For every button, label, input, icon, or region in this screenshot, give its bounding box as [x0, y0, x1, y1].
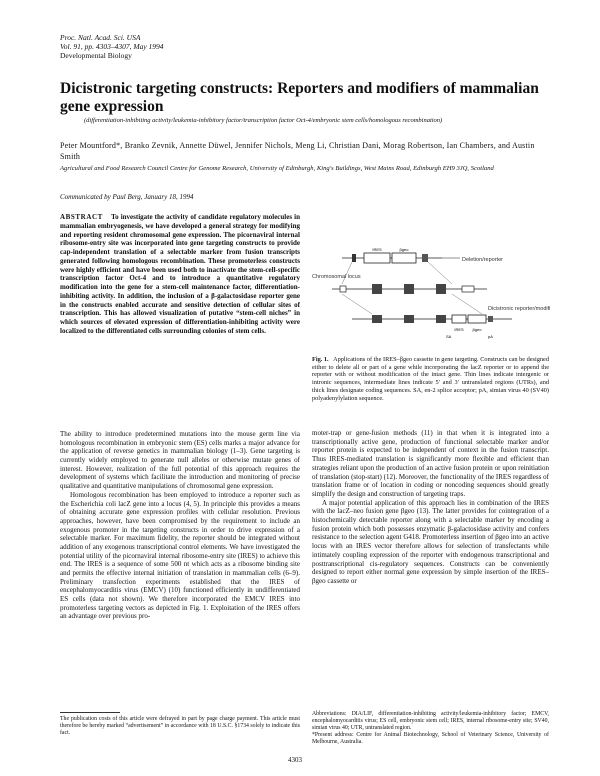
body-column-left — [60, 430, 300, 621]
dicistronic-label — [488, 306, 550, 312]
caption-label: Fig. 1. — [312, 356, 329, 363]
figure-1 — [312, 214, 550, 352]
paper-title: Dicistronic targeting constructs: Reporters and modifiers of mammalian gene expression — [60, 80, 539, 115]
body-column-right — [312, 429, 549, 586]
page-number: 4303 — [288, 756, 302, 764]
publication-cost-footnote: The publication costs of this article were defrayed in part by page charge payment. This article must therefore be hereby marked “advertisement” in accordance with 18 U.S.C. §1734 solely to indicate this fact. — [60, 716, 300, 736]
abstract-text: To investigate the activity of candidate regulatory molecules in mammalian embryogenesis, we have developed a general strategy for modifying and reporting resident chromosomal gene expression. The picornaviral internal ribosome-entry site was incorporated into gene targeting constructs to provide cap-independent translation of a selectable marker from fusion transcripts generated following homologous recombination. These promoterless constructs were highly efficient and have been used both to inactivate the stem-cell-specific transcription factor Oct-4 and to introduce a quantitative regulatory modification into the gene for a stem-cell maintenance factor, differentiation-inhibiting activity. In addition, the inclusion of a β-galactosidase reporter gene in the constructs enabled accurate and sensitive detection of cellular sites of transcription. This has allowed visualization of putative “stem-cell niches” in which sources of elevated expression of differentiation-inhibiting activity were localized to the differentiated cells surrounding colonies of stem cells. — [60, 213, 300, 335]
journal-section: Developmental Biology — [60, 51, 132, 60]
abbreviations: Abbreviations: DIA/LIF, differentiation-inhibiting activity/leukemia-inhibitory factor; EMCV, encephalomyocarditis virus; ES cell, embryonic stem cell; IRES, internal ribosome-entry site; SV40, simian virus 40; UTR, untranslated region. — [312, 711, 549, 731]
paragraph: The ability to introduce predetermined mutations into the mouse germ line via homologous recombination in embryonic stem (ES) cells marks a major advance for the application of reverse genetics in mammalian biology (1–3). Gene targeting is currently widely employed to generate null alleles or otherwise mutate genes of interest. However, realization of the full potential of this approach requires the development of systems which facilitate the introduction and monitoring of precise qualitative and quantitative manipulations of chromosomal gene expression. — [60, 430, 300, 491]
caption-text: Applications of the IRES–βgeo cassette in gene targeting. Constructs can be designed either to delete all or part of a gene while incorporating the lacZ reporter or to append the reporter with or without modification of the intact gene. Thin lines indicate intergenic or intronic sequences, intermediate lines indicate 5′ and 3′ untranslated regions (UTRs), and thick lines designate coding sequences. SA, en-2 splice acceptor; pA, simian virus 40 (SV40) polyadenylylation sequence. — [312, 356, 549, 402]
paragraph: moter-trap or gene-fusion methods (11) in that when it is integrated into a transcriptionally active gene, production of functional selectable marker and/or reporter protein is expected to be independent of context in the fusion transcript. Thus IRES-mediated translation is significantly more flexible and efficient than strategies reliant upon the production of an active fusion protein or upon reinitiation of translation (stop-start) (12). Moreover, the functionality of the IRES regardless of translation frame or of location in coding or noncoding sequences should greatly simplify the design and construction of targeting traps. — [312, 429, 549, 498]
journal-header — [60, 33, 260, 60]
abbreviations-footnote — [312, 711, 549, 746]
ires-box-label-2: IRES — [454, 327, 464, 332]
sa-label: SA — [446, 334, 452, 339]
chromosomal-locus-label: Chromosomal locus — [312, 274, 361, 280]
geo-box-label-2: βgeo — [472, 327, 482, 332]
ires-box-label: IRES — [372, 247, 382, 252]
geo-box-label: βgeo — [399, 247, 409, 252]
journal-volume: Vol. 91, pp. 4303–4307, May 1994 — [60, 42, 164, 51]
keywords: (differentiation-inhibiting activity/leukemia-inhibitory factor/transcription factor Oct-4/embryonic stem cells/homologous recombination) — [84, 117, 443, 124]
pa-label: pA — [488, 334, 493, 339]
affiliation: Agricultural and Food Research Council Centre for Genome Research, University of Edinburgh, King's Buildings, West Mains Road, Edinburgh EH9 3JQ, Scotland — [60, 165, 494, 172]
journal-name: Proc. Natl. Acad. Sci. USA — [60, 33, 141, 42]
present-address: *Present address: Centre for Animal Biotechnology, School of Veterinary Science, University of Melbourne, Australia. — [312, 732, 549, 745]
abstract-heading: ABSTRACT — [60, 213, 103, 221]
dicistronic-construct — [352, 306, 550, 339]
deletion-reporter-label: Deletion/reporter — [462, 257, 503, 263]
paragraph: Homologous recombination has been employed to introduce a reporter such as the Escherichia coli lacZ gene into a locus (4, 5). In principle this provides a means of obtaining accurate gene expression profiles with cellular resolution. Previous approaches, however, have been compromised by the requirement to include an exogenous promoter in the targeting constructs in order to drive expression of a selectable marker. For maximum fidelity, the reporter should be integrated without addition of any exogenous transcriptional control elements. We have investigated the potential utility of the picornaviral internal ribosome-entry site (IRES) to achieve this end. The IRES is a sequence of some 500 nt which acts as a ribosome binding site and permits the effective internal initiation of translation in mammalian cells (6–9). Preliminary transfection experiments established that the IRES of encephalomyocarditis virus (EMCV) (10) functioned efficiently in undifferentiated ES cells (data not shown). We therefore incorporated the EMCV IRES into promoterless targeting vectors as depicted in Fig. 1. Exploitation of the IRES offers an advantage over previous pro- — [60, 490, 300, 621]
dicistronic-label-text: Dicistronic reporter/modifier — [488, 306, 550, 312]
authors: Peter Mountford*, Branko Zevnik, Annette Düwel, Jennifer Nichols, Meng Li, Christian Dani, Morag Robertson, Ian Chambers, and Austin Smith — [60, 141, 535, 161]
figure-caption — [312, 356, 549, 402]
deletion-reporter-construct — [342, 247, 503, 263]
figure-1-diagram — [312, 214, 550, 352]
abstract — [60, 213, 300, 336]
chromosomal-locus — [312, 274, 487, 294]
communicated-by: Communicated by Paul Berg, January 18, 1994 — [60, 193, 194, 201]
footnote-rule — [60, 712, 120, 713]
paragraph: A major potential application of this approach lies in combination of the IRES with the lacZ–neo fusion gene βgeo (13). The latter provides for cointegration of a histochemically detectable reporter along with a selectable marker by encoding a fusion protein which both possesses enzymatic β-galactosidase activity and confers resistance to the selection agent G418. Promoterless insertion of βgeo into an active locus with an IRES vector therefore allows for selection of transfectants while intimately coupling expression of the reporter with endogenous transcriptional and posttranscriptional cis-regulatory sequences. Constructs can be conveniently designed to report either normal gene expression by simple insertion of the IRES–βgeo cassette or — [312, 498, 549, 585]
